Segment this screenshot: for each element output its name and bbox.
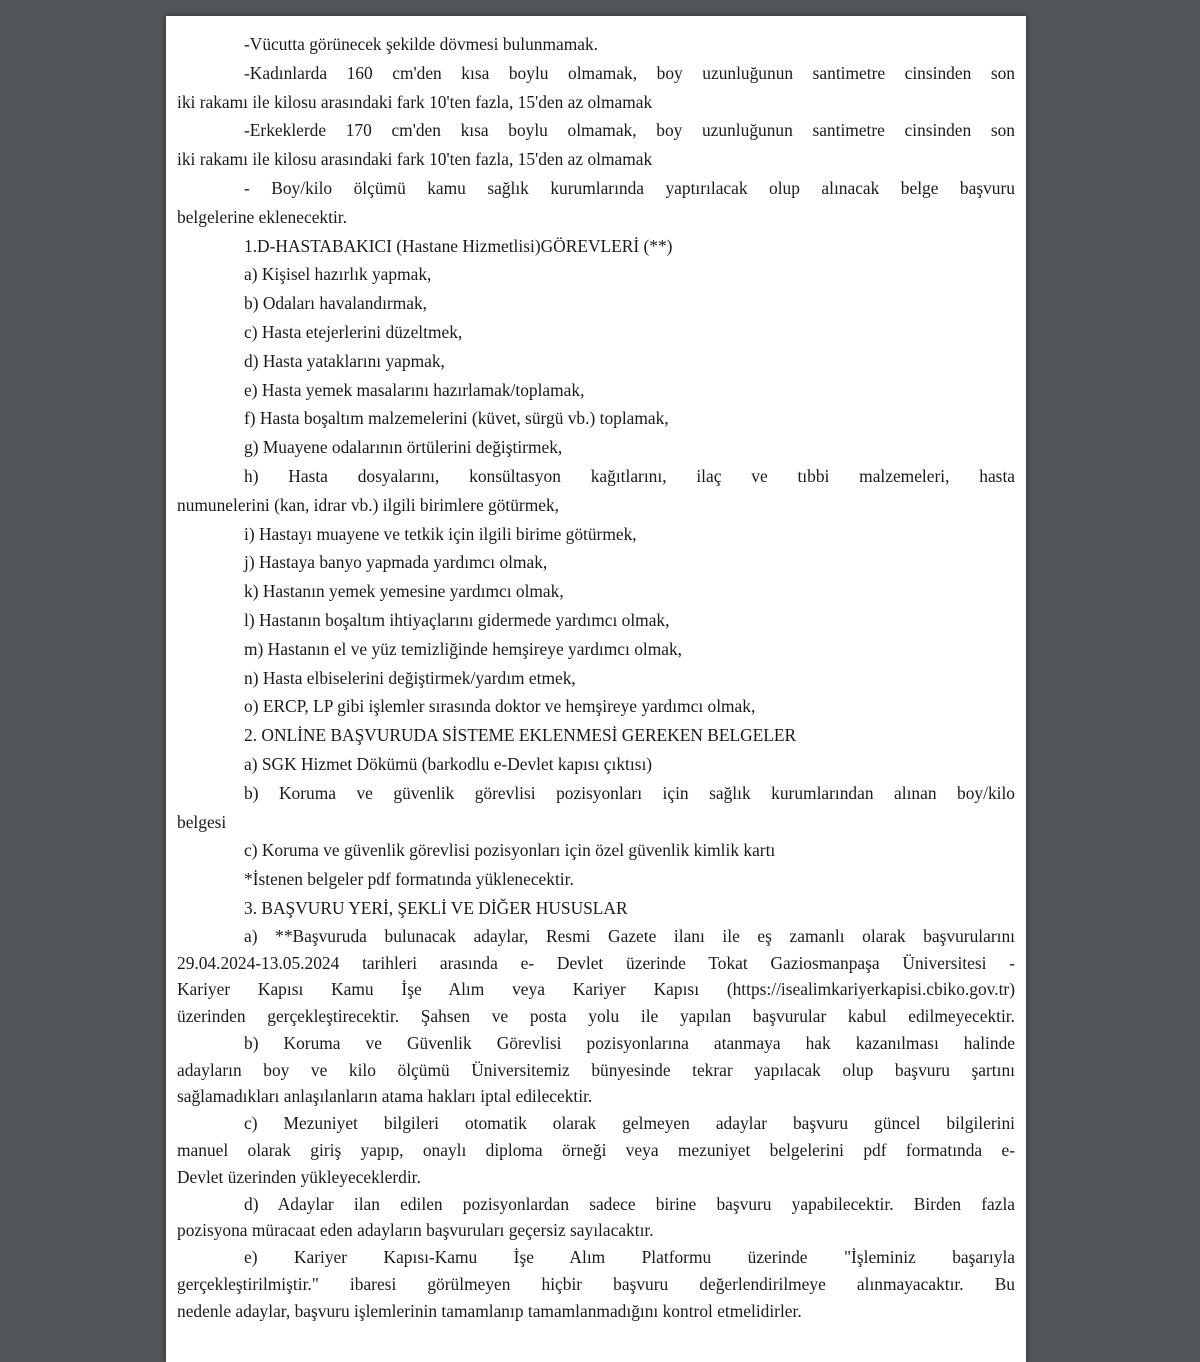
list-item-g: g) Muayene odalarının örtülerini değiştirmek, bbox=[244, 437, 563, 458]
apply-item-e-cont-2: nedenle adaylar, başvuru işlemlerinin tamamlanıp tamamlanmadığını kontrol etmelidirler. bbox=[177, 1300, 802, 1321]
list-item-l: l) Hastanın boşaltım ihtiyaçlarını gidermede yardımcı olmak, bbox=[244, 609, 670, 630]
line-women-height: -Kadınlarda 160 cm'den kısa boylu olmamak, boy uzunluğunun santimetre cinsinden son bbox=[244, 62, 1015, 83]
doc-item-b: b) Koruma ve güvenlik görevlisi pozisyonları için sağlık kurumlarından alınan boy/kilo bbox=[244, 782, 1015, 803]
line-tattoo: -Vücutta görünecek şekilde dövmesi bulunmamak. bbox=[244, 34, 598, 54]
apply-item-e: e) Kariyer Kapısı-Kamu İşe Alım Platformu üzerinde "İşleminiz başarıyla bbox=[244, 1247, 1015, 1268]
apply-item-a-cont-1: 29.04.2024-13.05.2024 tarihleri arasında e- Devlet üzerinde Tokat Gaziosmanpaşa Üniversitesi - bbox=[177, 952, 1015, 973]
list-item-d: d) Hasta yataklarını yapmak, bbox=[244, 350, 445, 371]
section-heading-3: 3. BAŞVURU YERİ, ŞEKLİ VE DİĞER HUSUSLAR bbox=[244, 897, 628, 918]
apply-item-c: c) Mezuniyet bilgileri otomatik olarak gelmeyen adaylar başvuru güncel bilgilerini bbox=[244, 1113, 1015, 1134]
list-item-m: m) Hastanın el ve yüz temizliğinde hemşireye yardımcı olmak, bbox=[244, 638, 683, 659]
apply-item-a-cont-3: üzerinden gerçekleştirecektir. Şahsen ve posta yolu ile yapılan başvurular kabul edilmeyecektir. bbox=[177, 1006, 1015, 1027]
line-men-height: -Erkeklerde 170 cm'den kısa boylu olmamak, boy uzunluğunun santimetre cinsinden son bbox=[244, 120, 1015, 141]
document-text bbox=[177, 30, 1015, 1325]
apply-item-b-cont-1: adayların boy ve kilo ölçümü Üniversitemiz bünyesinde tekrar yapılacak olup başvuru şartını bbox=[177, 1059, 1015, 1080]
list-item-f: f) Hasta boşaltım malzemelerini (küvet, sürgü vb.) toplamak, bbox=[244, 408, 669, 429]
line-women-weight: iki rakamı ile kilosu arasındaki fark 10'ten fazla, 15'den az olmamak bbox=[177, 91, 653, 112]
apply-item-d: d) Adaylar ilan edilen pozisyonlardan sadece birine başvuru yapabilecektir. Birden fazla bbox=[244, 1193, 1015, 1214]
apply-item-d-cont: pozisyona müracaat eden adayların başvuruları geçersiz sayılacaktır. bbox=[177, 1220, 654, 1241]
apply-item-b-cont-2: sağlamadıkları anlaşılanların atama hakları iptal edilecektir. bbox=[177, 1086, 593, 1107]
apply-item-c-cont-1: manuel olarak giriş yapıp, onaylı diploma örneği veya mezuniyet belgelerini pdf formatında e- bbox=[177, 1140, 1015, 1161]
list-item-e: e) Hasta yemek masalarını hazırlamak/toplamak, bbox=[244, 379, 585, 400]
doc-note: *İstenen belgeler pdf formatında yüklenecektir. bbox=[244, 869, 574, 890]
list-item-h-cont: numunelerini (kan, idrar vb.) ilgili birimlere götürmek, bbox=[177, 494, 560, 515]
apply-item-a: a) **Başvuruda bulunacak adaylar, Resmi Gazete ilanı ile eş zamanlı olarak başvurularını bbox=[244, 925, 1015, 946]
apply-item-a-cont-2: Kariyer Kapısı Kamu İşe Alım veya Kariyer Kapısı (https://isealimkariyerkapisi.cbiko.gov.tr) bbox=[177, 979, 1015, 1000]
section-heading-2: 2. ONLİNE BAŞVURUDA SİSTEME EKLENMESİ GEREKEN BELGELER bbox=[244, 725, 797, 746]
list-item-a: a) Kişisel hazırlık yapmak, bbox=[244, 264, 432, 285]
list-item-b: b) Odaları havalandırmak, bbox=[244, 293, 428, 314]
list-item-j: j) Hastaya banyo yapmada yardımcı olmak, bbox=[244, 552, 548, 573]
line-measurement-cont: belgelerine eklenecektir. bbox=[177, 206, 347, 227]
list-item-n: n) Hasta elbiselerini değiştirmek/yardım etmek, bbox=[244, 667, 576, 688]
list-item-h: h) Hasta dosyalarını, konsültasyon kağıtlarını, ilaç ve tıbbi malzemeleri, hasta bbox=[244, 465, 1015, 486]
doc-item-c: c) Koruma ve güvenlik görevlisi pozisyonları için özel güvenlik kimlik kartı bbox=[244, 840, 776, 861]
doc-item-a: a) SGK Hizmet Dökümü (barkodlu e-Devlet kapısı çıktısı) bbox=[244, 753, 653, 774]
list-item-i: i) Hastayı muayene ve tetkik için ilgili birime götürmek, bbox=[244, 523, 637, 544]
list-item-c: c) Hasta etejerlerini düzeltmek, bbox=[244, 321, 463, 342]
document-page bbox=[166, 16, 1026, 1362]
doc-item-b-cont: belgesi bbox=[177, 811, 227, 832]
list-item-k: k) Hastanın yemek yemesine yardımcı olmak, bbox=[244, 581, 564, 602]
line-men-weight: iki rakamı ile kilosu arasındaki fark 10'ten fazla, 15'den az olmamak bbox=[177, 149, 653, 170]
section-heading-1d: 1.D-HASTABAKICI (Hastane Hizmetlisi)GÖREVLERİ (**) bbox=[244, 235, 673, 256]
apply-item-e-cont-1: gerçekleştirilmiştir." ibaresi görülmeyen hiçbir başvuru değerlendirilmeye alınmayacaktır. Bu bbox=[177, 1274, 1015, 1295]
list-item-o: o) ERCP, LP gibi işlemler sırasında doktor ve hemşireye yardımcı olmak, bbox=[244, 696, 756, 717]
apply-item-b: b) Koruma ve Güvenlik Görevlisi pozisyonlarına atanmaya hak kazanılması halinde bbox=[244, 1032, 1015, 1053]
apply-item-c-cont-2: Devlet üzerinden yükleyeceklerdir. bbox=[177, 1166, 421, 1187]
line-measurement: - Boy/kilo ölçümü kamu sağlık kurumlarında yaptırılacak olup alınacak belge başvuru bbox=[244, 177, 1015, 198]
